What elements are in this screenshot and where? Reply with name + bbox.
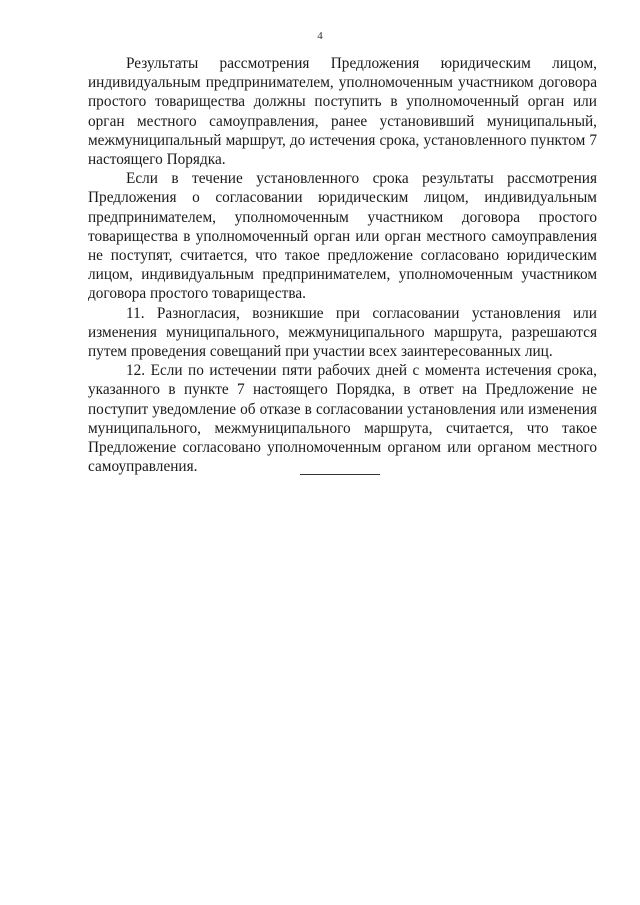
- page-number: 4: [317, 30, 323, 42]
- end-divider-line: [300, 474, 380, 475]
- paragraph-deemed-agreed: Если в течение установленного срока результаты рассмотрения Предложения о согласовании юридическим лицом, индивидуальным предпринимателем, уполномоченным участником договора простого товарищества в уполномоченный орган или орган местного самоуправления не поступят, считается, что такое предложение согласовано юридическим лицом, индивидуальным предпринимателем, уполномоченным участником договора простого товарищества.: [88, 170, 597, 303]
- paragraph-item-11: 11. Разногласия, возникшие при согласовании установления или изменения муниципального, межмуниципального маршрута, разрешаются путем проведения совещаний при участии всех заинтересованных лиц.: [88, 304, 597, 361]
- document-body: [88, 54, 597, 476]
- paragraph-results-submission: Результаты рассмотрения Предложения юридическим лицом, индивидуальным предпринимателем, уполномоченным участником договора простого товарищества должны поступить в уполномоченный орган или орган местного самоуправления, ранее установивший муниципальный, межмуниципальный маршрут, до истечения срока, установленного пунктом 7 настоящего Порядка.: [88, 55, 597, 169]
- paragraph-item-12: 12. Если по истечении пяти рабочих дней с момента истечения срока, указанного в пункте 7 настоящего Порядка, в ответ на Предложение не поступит уведомление об отказе в согласовании установления или изменения муниципального, межмуниципального маршрута, считается, что такое Предложение согласовано уполномоченным органом или органом местного самоуправления.: [88, 362, 597, 476]
